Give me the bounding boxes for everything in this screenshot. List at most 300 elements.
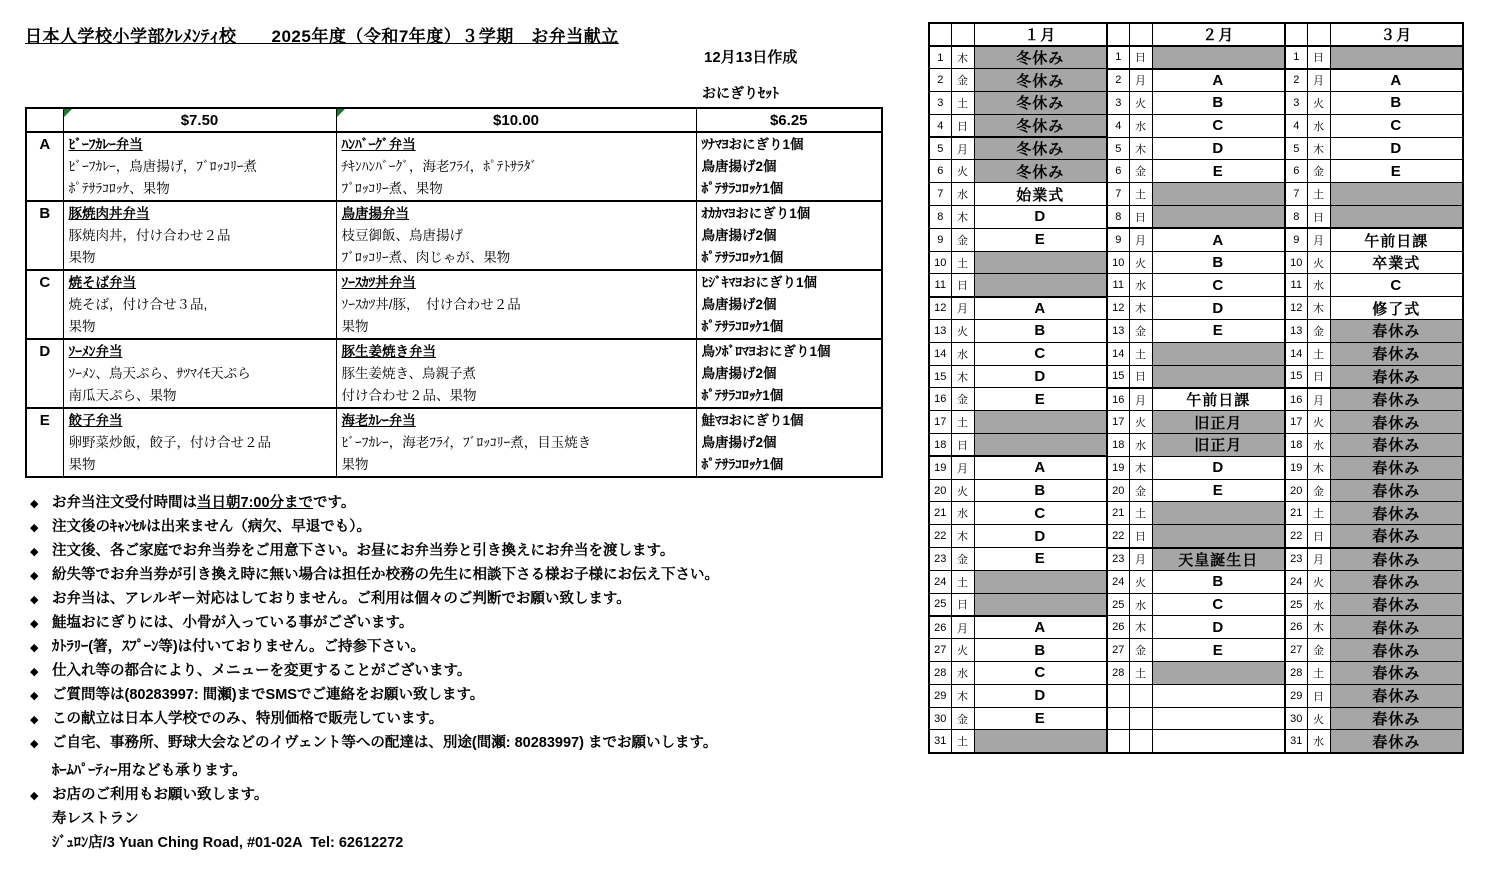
note-item — [30, 812, 880, 827]
calendar-body — [929, 46, 1463, 753]
calendar-day-number: 7 — [1107, 183, 1129, 206]
calendar-day-number: 24 — [1107, 570, 1129, 593]
onigiri-line: 鳥唐揚げ2個 — [701, 297, 777, 312]
onigiri-line: 鳥ｿﾎﾞﾛﾏﾖおにぎり1個 — [701, 344, 831, 359]
calendar-day-content — [1152, 684, 1285, 707]
calendar-day-number: 14 — [1285, 342, 1307, 365]
calendar-day-number: 28 — [1107, 662, 1129, 685]
calendar-day-content: C — [974, 342, 1107, 365]
diamond-bullet-icon: ◆ — [30, 594, 39, 606]
calendar-day-content: C — [1152, 593, 1285, 616]
note-text: ｼﾞｭﾛﾝ店/3 Yuan Ching Road, #01-02A Tel: 62612272 — [52, 835, 404, 851]
calendar-row — [929, 320, 1463, 343]
calendar-day-number: 3 — [929, 92, 951, 115]
calendar-day-content: 春休み — [1330, 684, 1463, 707]
calendar-row — [929, 548, 1463, 571]
onigiri-line: 鳥唐揚げ2個 — [701, 159, 777, 174]
diamond-bullet-icon: ◆ — [30, 546, 39, 558]
calendar-day-number: 10 — [1285, 251, 1307, 274]
calendar-month-title: １月 — [974, 23, 1107, 46]
calendar-day-content: 旧正月 — [1152, 411, 1285, 434]
calendar-weekday: 土 — [1307, 183, 1330, 206]
calendar-weekday: 火 — [1307, 92, 1330, 115]
bento-title: 鳥唐揚弁当 — [341, 206, 409, 221]
calendar-weekday: 火 — [951, 639, 974, 662]
calendar-day-number: 31 — [929, 730, 951, 753]
menu-table-body — [26, 132, 882, 477]
note-item — [30, 616, 880, 631]
calendar-day-content: D — [974, 525, 1107, 548]
calendar-day-number: 20 — [1285, 479, 1307, 502]
calendar-day-number: 17 — [929, 411, 951, 434]
calendar-day-content: E — [1152, 479, 1285, 502]
note-item — [30, 544, 880, 559]
onigiri-line: 鮭ﾏﾖおにぎり1個 — [701, 413, 804, 428]
calendar-day-content: 春休み — [1330, 525, 1463, 548]
calendar-weekday: 木 — [1307, 297, 1330, 320]
bento-cell — [63, 270, 336, 339]
calendar-day-number: 25 — [929, 593, 951, 616]
comment-triangle-icon — [337, 109, 345, 117]
calendar-weekday: 水 — [951, 502, 974, 525]
calendar-day-number: 16 — [1107, 388, 1129, 411]
calendar-day-number: 25 — [1107, 593, 1129, 616]
bento-line: 卵野菜炒飯，餃子，付け合せ２品 — [68, 435, 271, 450]
menu-row — [26, 201, 882, 270]
calendar-weekday: 土 — [1307, 662, 1330, 685]
calendar-weekday: 月 — [951, 297, 974, 320]
calendar-day-content — [1152, 502, 1285, 525]
calendar-row — [929, 570, 1463, 593]
onigiri-line: 鳥唐揚げ2個 — [701, 366, 777, 381]
calendar-day-number: 27 — [929, 639, 951, 662]
diamond-bullet-icon: ◆ — [30, 498, 39, 510]
calendar-weekday: 日 — [951, 434, 974, 457]
calendar-day-content: 春休み — [1330, 342, 1463, 365]
calendar-day-number: 4 — [1107, 114, 1129, 137]
calendar-weekday: 水 — [1129, 114, 1152, 137]
calendar-header-spacer — [951, 23, 974, 46]
calendar-day-content: 春休み — [1330, 707, 1463, 730]
calendar-day-number: 22 — [929, 525, 951, 548]
calendar-day-content: 春休み — [1330, 639, 1463, 662]
comment-triangle-icon — [64, 109, 72, 117]
calendar-day-content: C — [1330, 114, 1463, 137]
calendar-day-number: 30 — [929, 707, 951, 730]
bento-line: ﾋﾞｰﾌｶﾚｰ，海老ﾌﾗｲ，ﾌﾞﾛｯｺﾘｰ煮，目玉焼き — [341, 435, 592, 450]
calendar-day-content: E — [974, 548, 1107, 571]
bento-title: 海老ｶﾚｰ弁当 — [341, 413, 416, 428]
calendar-day-content: B — [1152, 570, 1285, 593]
calendar-day-number — [1107, 707, 1129, 730]
calendar-weekday: 火 — [1129, 411, 1152, 434]
note-item — [30, 788, 880, 803]
calendar-day-content: 卒業式 — [1330, 251, 1463, 274]
calendar-day-content: E — [1152, 320, 1285, 343]
calendar-day-number: 10 — [1107, 251, 1129, 274]
note-text: 当日朝7:00分まで — [197, 495, 314, 511]
diamond-bullet-icon: ◆ — [30, 522, 39, 534]
diamond-bullet-icon: ◆ — [30, 570, 39, 582]
bento-line: ｿｰｽｶﾂ丼/豚， 付け合わせ２品 — [341, 297, 521, 312]
calendar-day-number: 15 — [929, 365, 951, 388]
calendar-weekday: 木 — [1307, 456, 1330, 479]
price-header-3 — [696, 108, 882, 132]
calendar-weekday: 水 — [1307, 730, 1330, 753]
calendar-day-content: B — [974, 320, 1107, 343]
calendar-weekday: 木 — [951, 525, 974, 548]
calendar-row — [929, 274, 1463, 297]
calendar-row — [929, 228, 1463, 251]
calendar-row — [929, 639, 1463, 662]
calendar-day-content: D — [974, 206, 1107, 229]
calendar-day-number: 18 — [929, 434, 951, 457]
calendar-day-number: 5 — [929, 137, 951, 160]
calendar-day-content: D — [974, 365, 1107, 388]
calendar-day-number: 30 — [1285, 707, 1307, 730]
calendar-day-number: 12 — [929, 297, 951, 320]
note-text: お店のご利用もお願い致します。 — [52, 787, 269, 803]
calendar-day-content: 春休み — [1330, 502, 1463, 525]
calendar-weekday: 日 — [1307, 206, 1330, 229]
bento-line: ﾎﾟﾃｻﾗｺﾛｯｹ、果物 — [68, 181, 170, 196]
calendar-row — [929, 616, 1463, 639]
calendar-weekday: 日 — [1129, 525, 1152, 548]
calendar-day-number: 2 — [1285, 69, 1307, 92]
calendar-day-content: 冬休み — [974, 137, 1107, 160]
calendar-header-row — [929, 23, 1463, 46]
onigiri-line: ﾎﾟﾃｻﾗｺﾛｯｹ1個 — [701, 457, 784, 472]
calendar-weekday: 土 — [951, 411, 974, 434]
menu-row — [26, 408, 882, 477]
calendar-weekday: 金 — [1307, 639, 1330, 662]
menu-row — [26, 339, 882, 408]
calendar-row — [929, 502, 1463, 525]
calendar-day-number: 9 — [1107, 228, 1129, 251]
calendar-day-number: 28 — [929, 662, 951, 685]
calendar-weekday: 土 — [1129, 502, 1152, 525]
bento-line: 焼そば，付け合せ３品, — [68, 297, 208, 312]
calendar-day-number: 13 — [929, 320, 951, 343]
calendar-day-number: 19 — [929, 456, 951, 479]
calendar-weekday: 日 — [1307, 684, 1330, 707]
calendar-day-content: 始業式 — [974, 183, 1107, 206]
calendar-day-number: 14 — [929, 342, 951, 365]
note-text: 鮭塩おにぎりには、小骨が入っている事がございます。 — [52, 615, 414, 631]
bento-line: 果物 — [68, 319, 96, 334]
calendar-weekday: 日 — [951, 114, 974, 137]
bento-line: 枝豆御飯、鳥唐揚げ — [341, 228, 463, 243]
calendar-day-content: E — [974, 707, 1107, 730]
calendar-weekday: 土 — [1307, 502, 1330, 525]
calendar-weekday: 月 — [1307, 228, 1330, 251]
calendar-weekday: 水 — [1307, 593, 1330, 616]
calendar-day-content — [1152, 342, 1285, 365]
calendar-day-content — [1152, 206, 1285, 229]
bento-line: ﾌﾞﾛｯｺﾘｰ煮、肉じゃが、果物 — [341, 250, 511, 265]
calendar-weekday — [1129, 684, 1152, 707]
calendar-weekday: 月 — [1129, 69, 1152, 92]
diamond-bullet-icon: ◆ — [30, 714, 39, 726]
calendar-day-content: 春休み — [1330, 320, 1463, 343]
note-item — [30, 688, 880, 703]
calendar-day-number: 18 — [1107, 434, 1129, 457]
calendar-weekday: 日 — [951, 274, 974, 297]
calendar-day-content — [974, 434, 1107, 457]
bento-title: ｿｰｽｶﾂ丼弁当 — [341, 275, 416, 290]
calendar-weekday: 日 — [951, 593, 974, 616]
calendar-weekday: 木 — [1129, 297, 1152, 320]
note-text: 注文後、各ご家庭でお弁当券をご用意下さい。お昼にお弁当券と引き換えにお弁当を渡します。 — [52, 543, 675, 559]
calendar-day-number: 17 — [1285, 411, 1307, 434]
note-item — [30, 568, 880, 583]
calendar-weekday: 木 — [951, 206, 974, 229]
calendar-day-content: 春休み — [1330, 662, 1463, 685]
calendar-row — [929, 456, 1463, 479]
bento-title: 豚生姜焼き弁当 — [341, 344, 436, 359]
calendar-day-content: 冬休み — [974, 46, 1107, 69]
calendar-day-content: C — [1152, 114, 1285, 137]
calendar-day-number: 23 — [1107, 548, 1129, 571]
calendar-day-number: 5 — [1107, 137, 1129, 160]
onigiri-line: ﾎﾟﾃｻﾗｺﾛｯｹ1個 — [701, 250, 784, 265]
bento-line: 付け合わせ２品、果物 — [341, 388, 477, 403]
calendar-day-content: 春休み — [1330, 616, 1463, 639]
onigiri-line: 鳥唐揚げ2個 — [701, 435, 777, 450]
calendar-row — [929, 183, 1463, 206]
calendar-day-content: C — [974, 502, 1107, 525]
diamond-bullet-icon: ◆ — [30, 618, 39, 630]
calendar-day-content: 春休み — [1330, 456, 1463, 479]
calendar-day-content: 冬休み — [974, 92, 1107, 115]
note-text: この献立は日本人学校でのみ、特別価格で販売しています。 — [52, 711, 444, 727]
bento-line: 果物 — [68, 250, 96, 265]
calendar-day-number: 11 — [929, 274, 951, 297]
page-title: 日本人学校小学部ｸﾚﾒﾝﾃｨ校 2025年度（令和7年度）３学期 お弁当献立 — [25, 27, 619, 46]
calendar-weekday: 木 — [1129, 137, 1152, 160]
note-item — [30, 664, 880, 679]
onigiri-line: ﾋｼﾞｷﾏﾖおにぎり1個 — [701, 275, 818, 290]
bento-cell — [336, 201, 696, 270]
calendar-day-content: A — [1330, 69, 1463, 92]
calendar-day-content: A — [974, 616, 1107, 639]
bento-title: ﾋﾞｰﾌｶﾚｰ弁当 — [68, 137, 143, 152]
bento-cell — [63, 201, 336, 270]
calendar-day-content — [1330, 183, 1463, 206]
bento-cell — [63, 132, 336, 201]
price-label: $10.00 — [493, 111, 539, 129]
note-item — [30, 520, 880, 535]
diamond-bullet-icon: ◆ — [30, 790, 39, 802]
calendar-row — [929, 251, 1463, 274]
calendar-day-number — [1107, 684, 1129, 707]
calendar-row — [929, 137, 1463, 160]
bento-cell — [63, 408, 336, 477]
calendar-day-content: B — [974, 479, 1107, 502]
calendar-day-number: 6 — [929, 160, 951, 183]
calendar-day-number: 16 — [929, 388, 951, 411]
calendar-weekday: 水 — [951, 342, 974, 365]
calendar-day-content: D — [1330, 137, 1463, 160]
calendar-weekday: 日 — [1129, 365, 1152, 388]
calendar-day-number: 23 — [929, 548, 951, 571]
calendar-row — [929, 206, 1463, 229]
calendar-header-spacer — [1307, 23, 1330, 46]
calendar-day-number: 1 — [1107, 46, 1129, 69]
onigiri-line: 鳥唐揚げ2個 — [701, 228, 777, 243]
calendar-day-content: A — [1152, 69, 1285, 92]
calendar-day-number: 19 — [1285, 456, 1307, 479]
bento-line: 果物 — [68, 457, 96, 472]
calendar-day-number: 1 — [1285, 46, 1307, 69]
calendar-day-number: 14 — [1107, 342, 1129, 365]
calendar-day-content — [1330, 206, 1463, 229]
calendar-day-number — [1107, 730, 1129, 753]
onigiri-line: ﾎﾟﾃｻﾗｺﾛｯｹ1個 — [701, 181, 784, 196]
calendar-day-content: 春休み — [1330, 730, 1463, 753]
note-item — [30, 836, 880, 851]
calendar-day-number: 2 — [929, 69, 951, 92]
menu-row-letter: E — [26, 408, 63, 477]
calendar-weekday: 土 — [1129, 342, 1152, 365]
calendar-day-number: 24 — [1285, 570, 1307, 593]
onigiri-cell — [696, 339, 882, 408]
calendar-weekday: 土 — [1129, 662, 1152, 685]
bento-cell — [336, 270, 696, 339]
calendar-weekday: 月 — [1307, 69, 1330, 92]
calendar-weekday: 水 — [1129, 593, 1152, 616]
calendar-day-content: E — [1330, 160, 1463, 183]
calendar-row — [929, 160, 1463, 183]
onigiri-line: ﾎﾟﾃｻﾗｺﾛｯｹ1個 — [701, 319, 784, 334]
calendar-weekday: 土 — [951, 730, 974, 753]
calendar-day-number: 4 — [1285, 114, 1307, 137]
calendar-day-number: 27 — [1107, 639, 1129, 662]
calendar-day-content — [1330, 46, 1463, 69]
calendar-day-content: 修了式 — [1330, 297, 1463, 320]
calendar-day-number: 21 — [1107, 502, 1129, 525]
onigiri-line: ﾂﾅﾏﾖおにぎり1個 — [701, 137, 804, 152]
calendar-weekday: 水 — [1129, 434, 1152, 457]
calendar-day-content — [1152, 707, 1285, 730]
menu-row-letter: A — [26, 132, 63, 201]
bento-line: 果物 — [341, 457, 369, 472]
bento-line: ｿｰﾒﾝ、鳥天ぷら、ｻﾂﾏｲﾓ天ぷら — [68, 366, 251, 381]
calendar-weekday: 木 — [951, 684, 974, 707]
calendar-weekday: 木 — [1307, 137, 1330, 160]
calendar-day-content — [974, 274, 1107, 297]
calendar-day-content — [974, 730, 1107, 753]
calendar-day-content: 春休み — [1330, 411, 1463, 434]
calendar-weekday: 金 — [1129, 639, 1152, 662]
note-text: ご質問等は(80283997: 間瀬)までSMSでご連絡をお願い致します。 — [52, 687, 485, 703]
calendar-day-content — [974, 251, 1107, 274]
calendar-day-number: 20 — [1107, 479, 1129, 502]
calendar-day-content: C — [1152, 274, 1285, 297]
calendar-weekday: 水 — [1307, 274, 1330, 297]
calendar-day-content: A — [974, 297, 1107, 320]
calendar-day-content: D — [1152, 137, 1285, 160]
calendar-month-title: ３月 — [1330, 23, 1463, 46]
calendar-weekday: 水 — [951, 662, 974, 685]
calendar-weekday: 金 — [1129, 160, 1152, 183]
calendar-day-content: D — [1152, 297, 1285, 320]
calendar-day-number: 7 — [1285, 183, 1307, 206]
calendar-row — [929, 297, 1463, 320]
calendar-day-number: 27 — [1285, 639, 1307, 662]
calendar-weekday — [1129, 707, 1152, 730]
calendar-row — [929, 92, 1463, 115]
created-date: 12月13日作成 — [704, 49, 798, 66]
diamond-bullet-icon: ◆ — [30, 738, 39, 750]
menu-header-row — [26, 108, 882, 132]
bento-cell — [336, 132, 696, 201]
calendar-day-number: 3 — [1285, 92, 1307, 115]
calendar-weekday: 日 — [1307, 365, 1330, 388]
calendar-weekday: 月 — [951, 456, 974, 479]
calendar-row — [929, 479, 1463, 502]
calendar-weekday: 金 — [1129, 320, 1152, 343]
calendar-day-number: 1 — [929, 46, 951, 69]
calendar-row — [929, 388, 1463, 411]
menu-row-letter: D — [26, 339, 63, 408]
menu-letter-header — [26, 108, 63, 132]
calendar-day-content: B — [1152, 92, 1285, 115]
calendar-day-number: 2 — [1107, 69, 1129, 92]
note-text: 注文後のｷｬﾝｾﾙは出来ません（病欠、早退でも）。 — [52, 519, 371, 535]
calendar-weekday: 水 — [1129, 274, 1152, 297]
calendar-day-number: 10 — [929, 251, 951, 274]
calendar-row — [929, 46, 1463, 69]
calendar-head — [929, 23, 1463, 46]
calendar-day-number: 4 — [929, 114, 951, 137]
menu-row-letter: B — [26, 201, 63, 270]
calendar-weekday: 月 — [1307, 388, 1330, 411]
calendar-day-content: C — [1330, 274, 1463, 297]
bento-cell — [336, 408, 696, 477]
calendar-day-content: 春休み — [1330, 570, 1463, 593]
onigiri-line: ｵｶｶﾏﾖおにぎり1個 — [701, 206, 811, 221]
calendar-day-number: 15 — [1285, 365, 1307, 388]
calendar-day-number: 6 — [1285, 160, 1307, 183]
calendar-day-number: 26 — [929, 616, 951, 639]
note-item — [30, 736, 880, 751]
diamond-bullet-icon: ◆ — [30, 690, 39, 702]
note-item — [30, 640, 880, 655]
menu-row — [26, 270, 882, 339]
calendar-day-content: 春休み — [1330, 434, 1463, 457]
calendar-weekday: 木 — [1129, 616, 1152, 639]
diamond-bullet-icon: ◆ — [30, 642, 39, 654]
calendar-weekday: 月 — [951, 137, 974, 160]
calendar-month-title: ２月 — [1152, 23, 1285, 46]
calendar-weekday: 日 — [1307, 525, 1330, 548]
menu-row-letter: C — [26, 270, 63, 339]
calendar-day-number: 6 — [1107, 160, 1129, 183]
calendar-day-content: 冬休み — [974, 69, 1107, 92]
calendar-day-number: 31 — [1285, 730, 1307, 753]
calendar-day-content: E — [1152, 639, 1285, 662]
calendar-weekday: 木 — [1307, 616, 1330, 639]
calendar-day-number: 26 — [1285, 616, 1307, 639]
calendar-row — [929, 593, 1463, 616]
bento-cell — [63, 339, 336, 408]
note-item — [30, 764, 880, 779]
calendar-day-number: 8 — [1107, 206, 1129, 229]
calendar-day-content — [974, 411, 1107, 434]
calendar-day-content: D — [974, 684, 1107, 707]
onigiri-cell — [696, 132, 882, 201]
